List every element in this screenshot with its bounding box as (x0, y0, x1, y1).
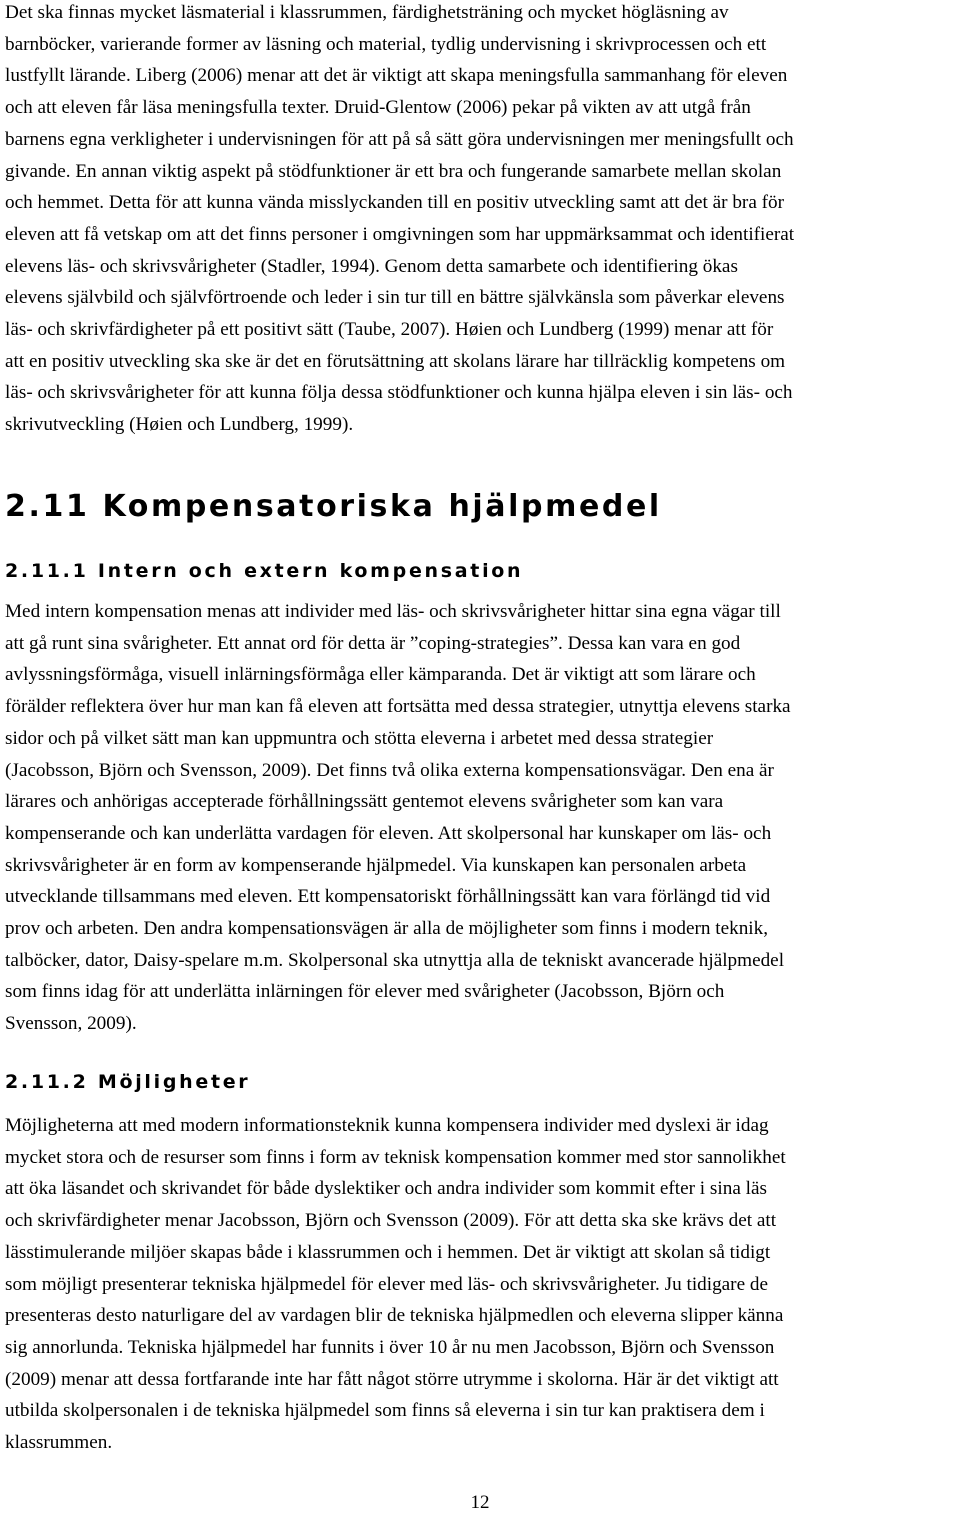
section-heading: 2.11 Kompensatoriska hjälpmedel (5, 489, 662, 524)
subsection-heading-2: 2.11.2 Möjligheter (5, 1071, 251, 1093)
subsection-heading-1: 2.11.1 Intern och extern kompensation (5, 560, 524, 582)
body-paragraph-1: Det ska finnas mycket läsmaterial i klassrummen, färdighetsträning och mycket högläsning av barnböcker, varierande former av läsning och material, tydlig undervisning i skrivprocessen och ett lustfyllt lärande. Liberg (2006) menar att det är viktigt att skapa meningsfulla sammanhang för eleven och att eleven får läsa meningsfulla texter. Druid-Glentow (2006) pekar på vikten av att utgå från barnens egna verkligheter i undervisningen för att på så sätt göra undervisningen mer meningsfullt och givande. En annan viktig aspekt på stödfunktioner är ett bra och fungerande samarbete mellan skolan och hemmet. Detta för att kunna vända misslyckanden till en positiv utveckling samt att det är bra för eleven att få vetskap om att det finns personer i omgivningen som har uppmärksammat och identifierat elevens läs- och skrivsvårigheter (Stadler, 1994). Genom detta samarbete och identifiering ökas elevens självbild och självförtroende och leder i sin tur till en bättre självkänsla som påverkar elevens läs- och skrivfärdigheter på ett positivt sätt (Taube, 2007). Høien och Lundberg (1999) menar att för att en positiv utveckling ska ske är det en förutsättning att skolans lärare har tillräcklig kompetens om läs- och skrivsvårigheter för att kunna följa dessa stödfunktioner och kunna hjälpa eleven i sin läs- och skrivutveckling (Høien och Lundberg, 1999). (5, 2, 795, 436)
page-number: 12 (470, 1492, 490, 1513)
body-paragraph-3: Möjligheterna att med modern informationsteknik kunna kompensera individer med dyslexi är idag mycket stora och de resurser som finns i form av teknisk kompensation kommer med stor sannolikhet att öka läsandet och skrivandet för både dyslektiker och andra individer som kommit efter i sina läs och skrivfärdigheter menar Jacobsson, Björn och Svensson (2009). För att detta ska ske krävs det att lässtimulerande miljöer skapas både i klassrummen och i hemmen. Det är viktigt att skolan så tidigt som möjligt presenterar tekniska hjälpmedel för elever med läs- och skrivsvårigheter. Ju tidigare de presenteras desto naturligare del av vardagen blir de tekniska hjälpmedlen och eleverna slipper känna sig annorlunda. Tekniska hjälpmedel har funnits i över 10 år nu men Jacobsson, Björn och Svensson (2009) menar att dessa fortfarande inte har fått något större utrymme i skolorna. Här är det viktigt att utbilda skolpersonalen i de tekniska hjälpmedel som finns så eleverna i sin tur kan praktisera dem i klassrummen. (5, 1115, 786, 1454)
body-paragraph-2: Med intern kompensation menas att individer med läs- och skrivsvårigheter hittar sina egna vägar till att gå runt sina svårigheter. Ett annat ord för detta är ”coping-strategies”. Dessa kan vara en god avlyssningsförmåga, visuell inlärningsförmåga eller kämparanda. Det är viktigt att som lärare och förälder reflektera över hur man kan få eleven att fortsätta med dessa strategier, utnyttja elevens starka sidor och på vilket sätt man kan uppmuntra och stötta eleverna i arbetet med dessa strategier (Jacobsson, Björn och Svensson, 2009). Det finns två olika externa kompensationsvägar. Den ena är lärares och anhörigas accepterade förhållningssätt gentemot elevens svårigheter som kan vara kompenserande och kan underlätta vardagen för eleven. Att skolpersonal har kunskaper om läs- och skrivsvårigheter är en form av kompenserande hjälpmedel. Via kunskapen kan personalen arbeta utvecklande tillsammans med eleven. Ett kompensatoriskt förhållningssätt kan vara förlängd tid vid prov och arbeten. Den andra kompensationsvägen är alla de möjligheter som finns i modern teknik, talböcker, dator, Daisy-spelare m.m. Skolpersonal ska utnyttja alla de tekniskt avancerade hjälpmedel som finns idag för att underlätta inlärningen för elever med svårigheter (Jacobsson, Björn och Svensson, 2009). (5, 601, 791, 1035)
